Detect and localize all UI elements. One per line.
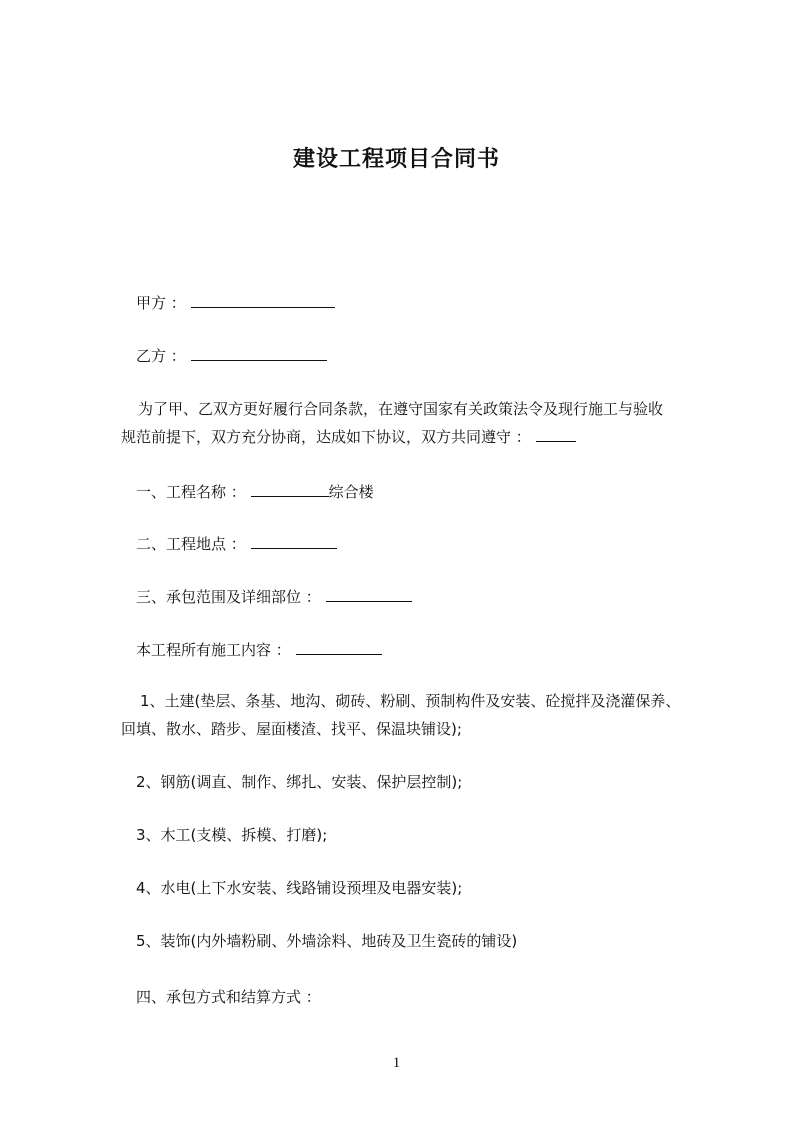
project-name-line xyxy=(136,480,736,503)
intro-line-1: 为了甲、乙双方更好履行合同条款，在遵守国家有关政策法令及现行施工与验收 xyxy=(138,400,664,418)
item-2-line: 2、钢筋(调直、制作、绑扎、安装、保护层控制); xyxy=(136,773,463,791)
project-location-label: 二、工程地点 ： xyxy=(136,535,246,553)
section-four-line: 四、承包方式和结算方式 ： xyxy=(136,988,321,1006)
party-b-line xyxy=(136,344,736,367)
item-4-line: 4、水电(上下水安装、线路铺设预埋及电器安装); xyxy=(136,879,463,897)
project-name-blank xyxy=(251,480,329,497)
project-name-label: 一、工程名称 ： xyxy=(136,483,246,501)
intro-blank xyxy=(536,425,576,442)
party-b-blank xyxy=(191,344,327,361)
project-name-value: 综合楼 xyxy=(328,483,374,501)
intro-line-2 xyxy=(121,425,721,448)
item-3-line: 3、木工(支模、拆模、打磨); xyxy=(136,826,328,844)
party-b-label: 乙方 ： xyxy=(136,347,186,365)
contract-scope-blank xyxy=(326,585,412,602)
party-a-label: 甲方 ： xyxy=(136,294,186,312)
project-location-line xyxy=(136,532,736,555)
contract-scope-label: 三、承包范围及详细部位 ： xyxy=(136,588,321,606)
contract-scope-line xyxy=(136,585,736,608)
all-construction-line xyxy=(136,638,736,661)
document-title: 建设工程项目合同书 xyxy=(292,147,500,172)
item-5-line: 5、装饰(内外墙粉刷、外墙涂料、地砖及卫生瓷砖的铺设) xyxy=(136,932,518,950)
item-1-line-2: 回填、散水、踏步、屋面楼渣、找平、保温块铺设); xyxy=(121,720,462,738)
intro-line-2-text: 规范前提下，双方充分协商，达成如下协议，双方共同遵守 ： xyxy=(121,428,531,446)
all-construction-blank xyxy=(296,638,382,655)
party-a-line xyxy=(136,291,736,314)
page-number: 1 xyxy=(392,1055,401,1071)
project-location-blank xyxy=(251,532,337,549)
item-1-line-1: 1、土建(垫层、条基、地沟、砌砖、粉刷、预制构件及安装、砼搅拌及浇灌保养、 xyxy=(140,692,681,710)
party-a-blank xyxy=(191,291,335,308)
all-construction-label: 本工程所有施工内容 ： xyxy=(136,641,291,659)
